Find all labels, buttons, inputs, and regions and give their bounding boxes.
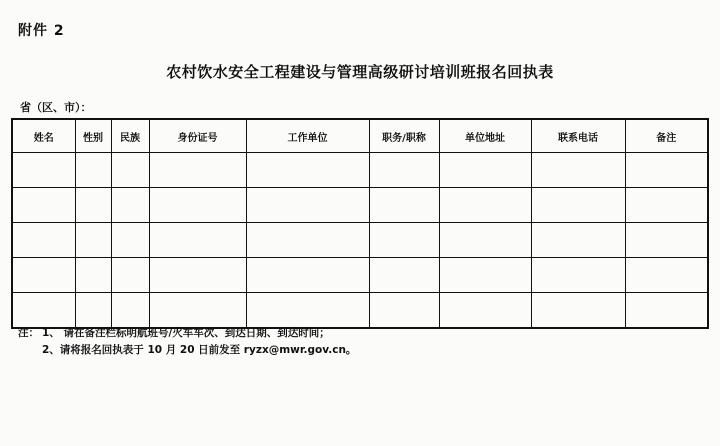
- table-cell: [149, 223, 246, 258]
- header-remarks: 备注: [625, 119, 708, 153]
- table-cell: [369, 293, 439, 329]
- table-cell: [439, 153, 531, 188]
- table-cell: [111, 293, 149, 329]
- table-body: [12, 153, 708, 329]
- notes: [18, 325, 356, 359]
- table-cell: [75, 153, 111, 188]
- table-row: [12, 223, 708, 258]
- table-row: [12, 153, 708, 188]
- note-indent: [18, 342, 42, 359]
- table-cell: [625, 188, 708, 223]
- note-item: [18, 325, 356, 342]
- note-text: 1、 请在备注栏标明航班号/火车车次、到达日期、到达时间；: [42, 327, 330, 339]
- table-cell: [12, 153, 75, 188]
- table-cell: [369, 153, 439, 188]
- table-cell: [625, 293, 708, 329]
- table-cell: [149, 258, 246, 293]
- province-label: 省（区、市）：: [20, 101, 92, 114]
- table-cell: [246, 293, 369, 329]
- header-position: 职务/职称: [369, 119, 439, 153]
- table-cell: [531, 258, 625, 293]
- header-row: [12, 119, 708, 153]
- table-cell: [439, 188, 531, 223]
- table-cell: [246, 258, 369, 293]
- attachment-label: 附件 2: [18, 23, 65, 39]
- page-title: 农村饮水安全工程建设与管理高级研讨培训班报名回执表: [166, 63, 554, 81]
- table-cell: [75, 223, 111, 258]
- table-cell: [369, 223, 439, 258]
- table-cell: [246, 153, 369, 188]
- table-row: [12, 188, 708, 223]
- table-cell: [12, 293, 75, 329]
- table-cell: [531, 223, 625, 258]
- header-unit-address: 单位地址: [439, 119, 531, 153]
- table-cell: [439, 258, 531, 293]
- header-phone: 联系电话: [531, 119, 625, 153]
- table-cell: [75, 293, 111, 329]
- table-cell: [149, 153, 246, 188]
- table-cell: [149, 188, 246, 223]
- table-cell: [246, 188, 369, 223]
- table-cell: [75, 258, 111, 293]
- table-cell: [439, 223, 531, 258]
- table-cell: [531, 153, 625, 188]
- table-cell: [369, 188, 439, 223]
- header-ethnicity: 民族: [111, 119, 149, 153]
- header-id-number: 身份证号: [149, 119, 246, 153]
- table-cell: [625, 258, 708, 293]
- table-cell: [531, 188, 625, 223]
- table-cell: [111, 223, 149, 258]
- header-name: 姓名: [12, 119, 75, 153]
- header-gender: 性别: [75, 119, 111, 153]
- notes-lead: 注：: [18, 327, 39, 339]
- table-cell: [111, 153, 149, 188]
- table-cell: [12, 258, 75, 293]
- table-cell: [246, 223, 369, 258]
- table-cell: [625, 153, 708, 188]
- table-cell: [111, 258, 149, 293]
- header-work-unit: 工作单位: [246, 119, 369, 153]
- note-text: 2、请将报名回执表于 10 月 20 日前发至 ryzx@mwr.gov.cn。: [42, 344, 357, 356]
- table-cell: [12, 188, 75, 223]
- table-cell: [369, 258, 439, 293]
- registration-table: [11, 118, 709, 329]
- table-cell: [439, 293, 531, 329]
- table-cell: [111, 188, 149, 223]
- table-cell: [149, 293, 246, 329]
- table-cell: [12, 223, 75, 258]
- table-cell: [531, 293, 625, 329]
- table-cell: [625, 223, 708, 258]
- table-cell: [75, 188, 111, 223]
- table-row: [12, 293, 708, 329]
- table-row: [12, 258, 708, 293]
- note-item: [18, 342, 356, 359]
